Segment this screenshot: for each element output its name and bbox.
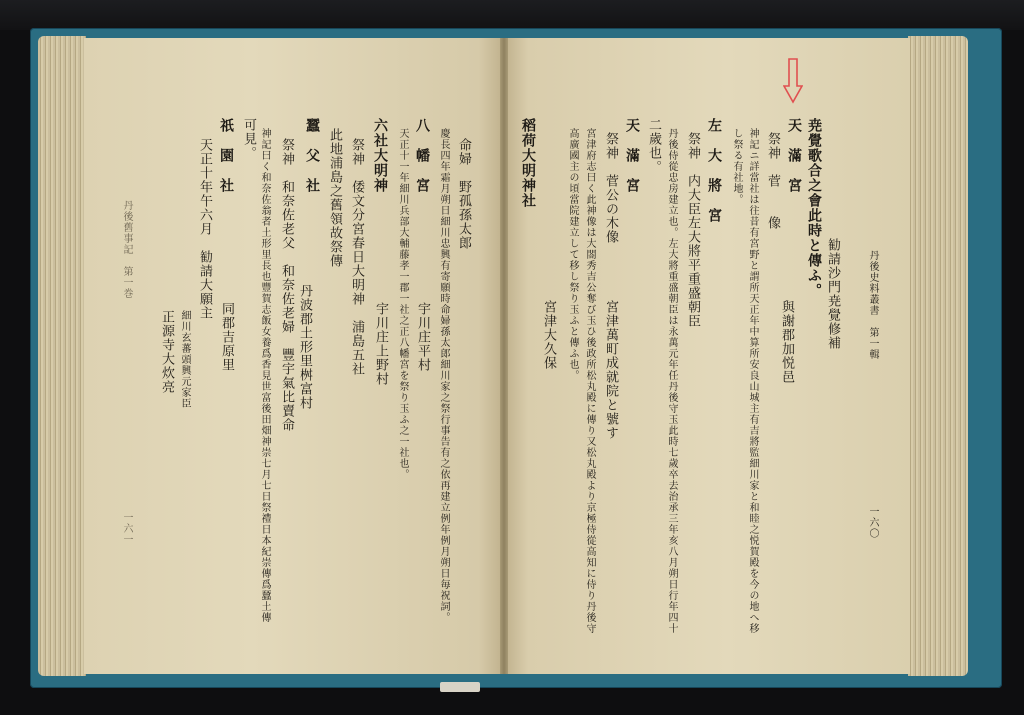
bookmark-ribbon (440, 682, 480, 692)
text-column: 天正十一年細川兵部大輔藤孝一郡一社之正八幡宮を祭り玉ふ之一社也。 (397, 128, 408, 480)
text-column: 高廣國主の頃當院建立して移し祭り玉ふと傳ふ也。 (567, 128, 578, 381)
right-page-header: 丹後史料叢書 第一輯 (867, 250, 878, 360)
text-column: 宇川庄上野村 (373, 302, 388, 386)
section-heading: 八 幡 宮 (414, 118, 430, 193)
down-arrow-icon (783, 58, 803, 104)
right-page-edges (908, 36, 968, 676)
section-heading: 左 大 將 宮 (706, 118, 722, 223)
section-heading: 六社大明神 (372, 118, 388, 193)
text-column: 祭神 菅公の木像 (603, 132, 618, 244)
text-column: 丹波郡土形里桝富村 (297, 284, 312, 410)
text-column: 祭神 和奈佐老父 和奈佐老婦 豐宇氣比賣命 (279, 138, 294, 432)
section-heading: 天 滿 宮 (786, 118, 802, 193)
text-column: 神記曰く和奈佐翁者土形里長也豐賀志飯女養爲香見世富後田畑神崇七月七日祭禮日本紀崇傳爲蠶土傳 (259, 128, 270, 623)
section-heading: 祇 園 社 (218, 118, 234, 193)
text-column: 丹後侍從忠房建立也。左大將重盛朝臣は永萬元年任丹後守玉此時七歲卒去治承三年亥八月朔日行年四十 (666, 128, 677, 634)
text-column: 命婦 野孤孫太郎 (456, 138, 471, 250)
section-heading: 蠶 父 社 (304, 118, 320, 193)
text-column: 祭神 菅 像 (765, 132, 780, 230)
text-column: 細川玄蕃頭興元家臣 (179, 310, 190, 409)
text-column: 神記ニ詳當社は往昔有宮野と謂所天正年中算所安良山城主有吉將監細川家と和睦之悦賀殿を今の地へ移 (747, 128, 758, 634)
book-gutter (500, 38, 508, 674)
text-column: 與謝郡加悦邑 (779, 300, 794, 384)
text-column: 同郡吉原里 (219, 302, 234, 372)
section-heading: 稻荷大明神社 (520, 118, 536, 208)
text-column: し祭る有社地。 (731, 128, 742, 205)
text-column: 宮津大久保 (541, 300, 556, 370)
text-column: 二歲也。 (646, 118, 661, 174)
left-page-header: 丹後舊事記 第一巻 (121, 200, 132, 299)
text-column: 天正十年午六月 勧請大願主 (197, 138, 212, 320)
text-column: 宮津府志曰く此神像は大閤秀吉公奪び玉ひ後政所松丸殿に傳り又松丸殿より京極侍從高知に侍り丹後守 (584, 128, 595, 634)
text-column: 尭覺歌合之會此時と傳ふ。 (806, 118, 822, 298)
text-column: 正源寺大炊亮 (159, 310, 174, 394)
left-page-number: 一六一 (121, 512, 132, 545)
text-column: 可見。 (241, 118, 256, 160)
text-column: 宇川庄平村 (415, 302, 430, 372)
text-column: 勧請沙門尭覺修補 (825, 238, 840, 350)
right-page-number: 一六〇 (867, 506, 878, 539)
left-page-edges (38, 36, 86, 676)
text-column: 祭神 倭文分宮春日大明神 浦島五社 (349, 138, 364, 376)
text-column: 慶長四年霜月朔日細川忠興有寄願時命婦孫太郎細川家之祭行事告有之依再建立例年例月朔日毎祝詞。 (438, 128, 449, 623)
text-column: 宮津萬町成就院と號す (603, 300, 618, 440)
section-heading: 天 滿 宮 (624, 118, 640, 193)
background-surface (0, 0, 1024, 30)
text-column: 祭神 内大臣左大將平重盛朝臣 (685, 132, 700, 328)
text-column: 此地浦島之舊領故祭傳 (327, 128, 342, 268)
